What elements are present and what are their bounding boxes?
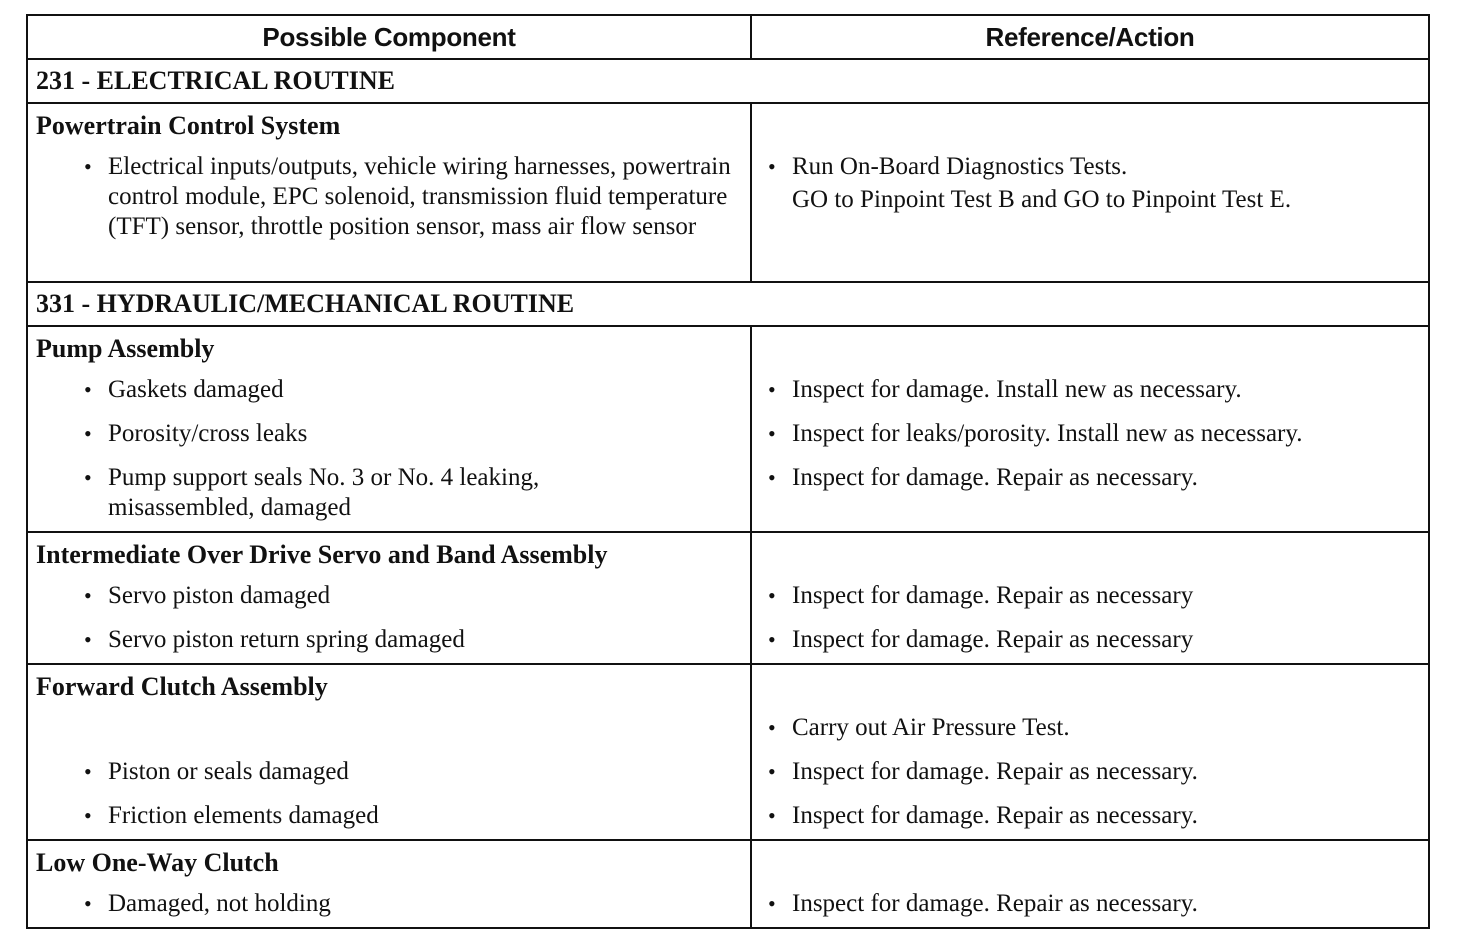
component-item	[28, 375, 750, 405]
servo-component-cell	[28, 533, 752, 663]
group-title: Intermediate Over Drive Servo and Band Assembly	[36, 540, 608, 569]
group-powertrain-control-system	[28, 104, 1428, 283]
group-forward-clutch	[28, 665, 1428, 841]
action-text: GO to Pinpoint Test B and GO to Pinpoint Test E.	[792, 186, 1292, 213]
action-item	[752, 152, 1428, 182]
bullet-icon: •	[768, 627, 776, 652]
diagnosis-table	[26, 14, 1430, 929]
pump-component-cell	[28, 327, 752, 531]
bullet-icon: •	[768, 891, 776, 916]
bullet-icon: •	[768, 377, 776, 402]
group-pump-assembly	[28, 327, 1428, 533]
component-text: Damaged, not holding	[108, 890, 331, 917]
action-item	[752, 463, 1428, 493]
action-item	[752, 581, 1428, 611]
bullet-icon: •	[768, 803, 776, 828]
group-intermediate-servo	[28, 533, 1428, 665]
component-item	[28, 581, 750, 611]
action-text: Inspect for damage. Repair as necessary	[792, 582, 1194, 609]
action-item	[752, 889, 1428, 919]
action-text: Run On-Board Diagnostics Tests.	[792, 153, 1128, 180]
action-continuation	[752, 186, 1428, 214]
bullet-icon: •	[768, 465, 776, 490]
component-text: Servo piston damaged	[108, 582, 331, 609]
bullet-icon: •	[768, 583, 776, 608]
group-title: Low One-Way Clutch	[36, 848, 279, 877]
component-item	[28, 889, 750, 919]
component-item	[28, 419, 750, 449]
header-possible-component: Possible Component	[28, 16, 752, 58]
action-text: Inspect for damage. Repair as necessary	[792, 626, 1194, 653]
bullet-icon: •	[768, 421, 776, 446]
bullet-icon: •	[84, 377, 92, 402]
bullet-icon: •	[84, 465, 92, 490]
lowoneway-component-cell	[28, 841, 752, 927]
bullet-icon: •	[768, 715, 776, 740]
routine-331-heading: 331 - HYDRAULIC/MECHANICAL ROUTINE	[28, 283, 1428, 327]
forward-component-cell	[28, 665, 752, 839]
action-item	[752, 375, 1428, 405]
bullet-icon: •	[84, 759, 92, 784]
bullet-icon: •	[84, 891, 92, 916]
pump-action-cell	[752, 327, 1428, 531]
group-title: Powertrain Control System	[36, 111, 341, 140]
forward-action-cell	[752, 665, 1428, 839]
component-text: Piston or seals damaged	[108, 758, 349, 785]
action-text: Inspect for damage. Repair as necessary.	[792, 890, 1198, 917]
powertrain-component-cell	[28, 104, 752, 281]
group-title: Pump Assembly	[36, 334, 215, 363]
component-item	[28, 463, 750, 523]
action-item	[752, 801, 1428, 831]
action-item	[752, 757, 1428, 787]
action-text: Inspect for damage. Install new as necessary.	[792, 376, 1242, 403]
component-item	[28, 625, 750, 655]
servo-action-cell	[752, 533, 1428, 663]
bullet-icon: •	[84, 627, 92, 652]
component-text: Pump support seals No. 3 or No. 4 leaking, misassembled, damaged	[108, 464, 540, 521]
action-text: Inspect for damage. Repair as necessary.	[792, 802, 1198, 829]
action-text: Carry out Air Pressure Test.	[792, 714, 1070, 741]
action-text: Inspect for damage. Repair as necessary.	[792, 464, 1198, 491]
bullet-icon: •	[84, 154, 92, 179]
group-low-one-way-clutch	[28, 841, 1428, 927]
bullet-icon: •	[84, 421, 92, 446]
component-item	[28, 757, 750, 787]
component-text: Electrical inputs/outputs, vehicle wiring harnesses, powertrain control module, EPC solenoid, transmission fluid temperature (TFT) sensor, throttle position sensor, mass air flow sensor	[108, 153, 731, 240]
action-item	[752, 419, 1428, 449]
action-item	[752, 625, 1428, 655]
routine-231-heading: 231 - ELECTRICAL ROUTINE	[28, 60, 1428, 104]
action-text: Inspect for damage. Repair as necessary.	[792, 758, 1198, 785]
component-item	[28, 801, 750, 831]
powertrain-action-cell	[752, 104, 1428, 281]
bullet-icon: •	[768, 154, 776, 179]
bullet-icon: •	[768, 759, 776, 784]
bullet-icon: •	[84, 803, 92, 828]
component-text: Porosity/cross leaks	[108, 420, 308, 447]
table-header	[28, 16, 1428, 60]
component-item	[28, 152, 750, 242]
component-text: Servo piston return spring damaged	[108, 626, 465, 653]
action-text: Inspect for leaks/porosity. Install new as necessary.	[792, 420, 1303, 447]
component-text: Friction elements damaged	[108, 802, 379, 829]
action-item	[752, 713, 1428, 743]
component-text: Gaskets damaged	[108, 376, 284, 403]
group-title: Forward Clutch Assembly	[36, 672, 328, 701]
lowoneway-action-cell	[752, 841, 1428, 927]
header-reference-action: Reference/Action	[985, 21, 1195, 52]
bullet-icon: •	[84, 583, 92, 608]
